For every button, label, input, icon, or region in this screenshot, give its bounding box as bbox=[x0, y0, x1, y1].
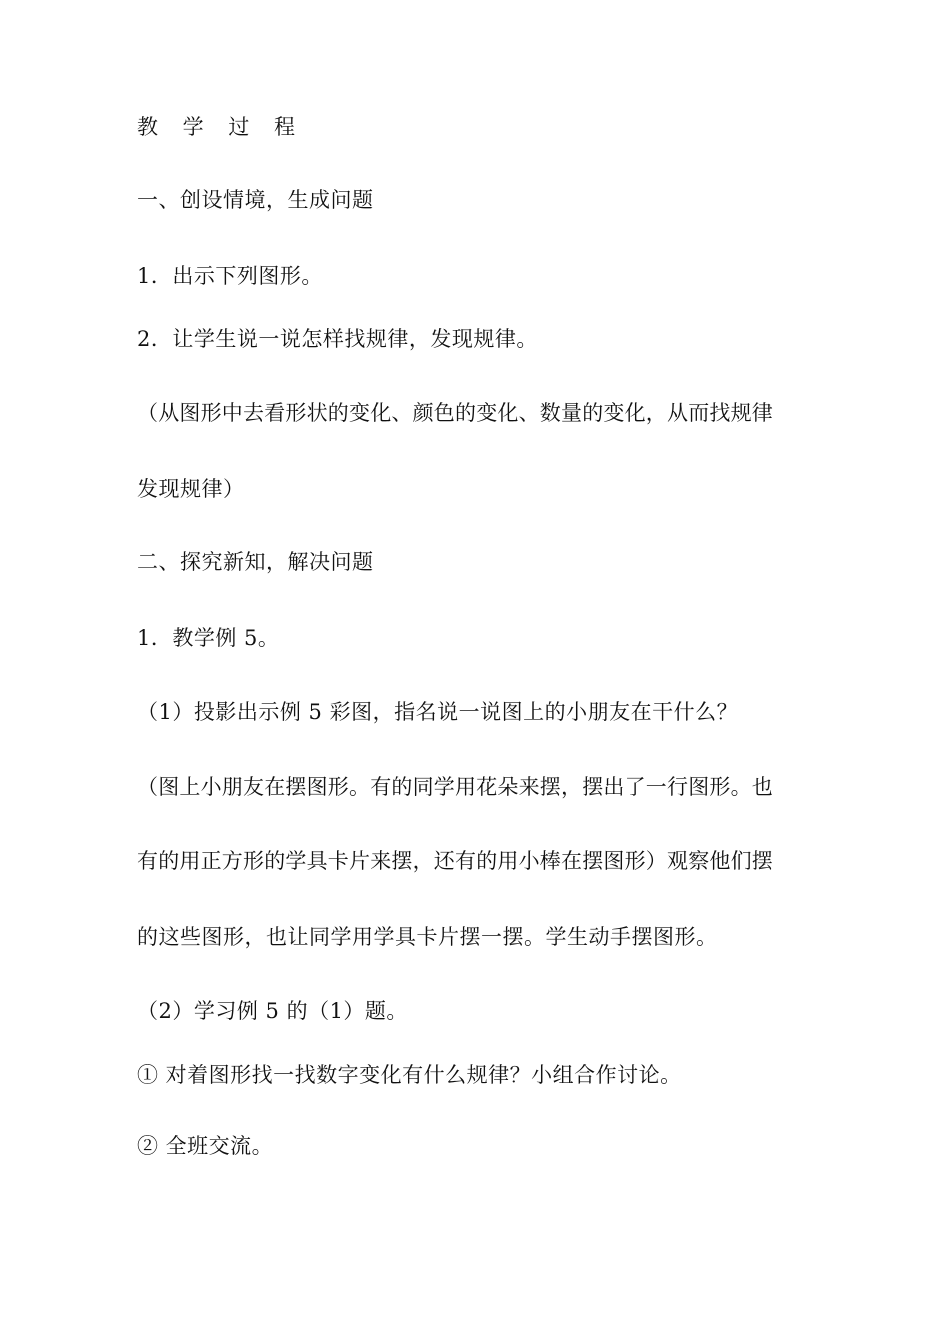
paragraph-line: （2）学习例 5 的（1）题。 bbox=[137, 999, 408, 1023]
paragraph-line: （1）投影出示例 5 彩图，指名说一说图上的小朋友在干什么？ bbox=[137, 700, 739, 724]
section-heading-2: 二、探究新知，解决问题 bbox=[137, 550, 374, 574]
paragraph-line: 的这些图形，也让同学用学具卡片摆一摆。学生动手摆图形。 bbox=[137, 925, 718, 949]
paragraph-line: 2．让学生说一说怎样找规律，发现规律。 bbox=[137, 327, 538, 351]
paragraph-line: 1．教学例 5。 bbox=[137, 626, 280, 650]
list-item: ① 对着图形找一找数字变化有什么规律？小组合作讨论。 bbox=[137, 1063, 682, 1087]
paragraph-line: 有的用正方形的学具卡片来摆，还有的用小棒在摆图形）观察他们摆 bbox=[137, 849, 773, 873]
paragraph-line: 发现规律） bbox=[137, 477, 245, 501]
list-item: ② 全班交流。 bbox=[137, 1134, 274, 1158]
paragraph-line: 1．出示下列图形。 bbox=[137, 264, 323, 288]
paragraph-line: （图上小朋友在摆图形。有的同学用花朵来摆，摆出了一行图形。也 bbox=[137, 775, 773, 799]
section-heading-1: 一、创设情境，生成问题 bbox=[137, 188, 374, 212]
document-title: 教 学 过 程 bbox=[137, 115, 305, 139]
paragraph-line: （从图形中去看形状的变化、颜色的变化、数量的变化，从而找规律 bbox=[137, 401, 773, 425]
